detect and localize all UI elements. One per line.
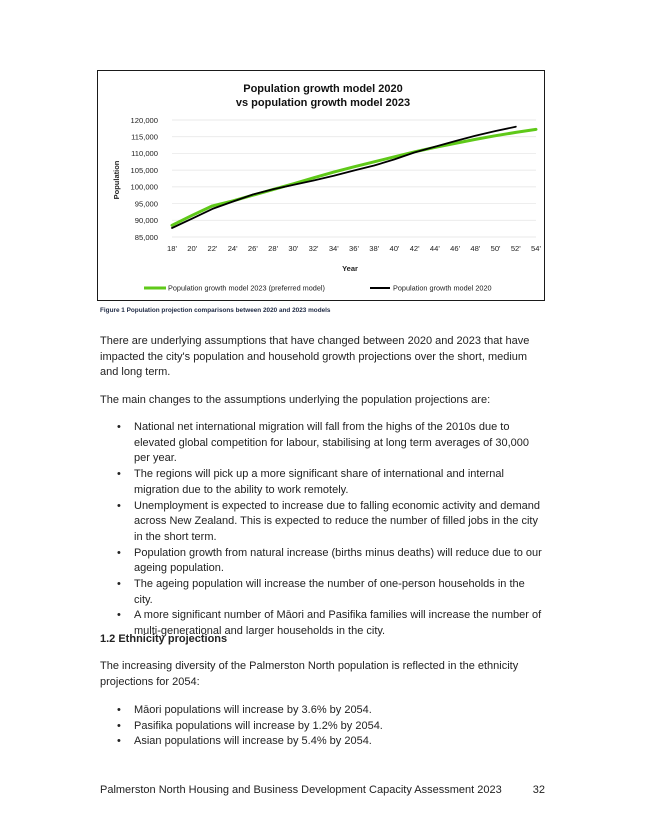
series-line-2023 — [172, 129, 536, 225]
ethnicity-intro: The increasing diversity of the Palmerston North population is reflected in the ethnicity projections for 2054: — [100, 660, 519, 688]
ethnicity-list — [100, 703, 545, 750]
intro-paragraph: There are underlying assumptions that have changed between 2020 and 2023 that have impacted the city's population and household growth projections over the short, medium and long term. — [100, 335, 530, 379]
x-tick-label: 38' — [369, 244, 380, 253]
x-tick-label: 48' — [470, 244, 481, 253]
x-tick-label: 36' — [349, 244, 359, 253]
bullet-icon: • — [117, 578, 121, 591]
chart-svg — [98, 71, 544, 300]
y-tick-label: 90,000 — [134, 216, 158, 226]
x-tick-label: 22' — [207, 244, 218, 253]
x-tick-label: 50' — [490, 244, 501, 253]
x-tick-label: 54' — [531, 244, 541, 253]
x-tick-label: 52' — [510, 244, 521, 253]
list-item-text: The ageing population will increase the number of one-person households in the city. — [134, 578, 525, 606]
bullet-icon: • — [117, 719, 121, 732]
list-item-text: Population growth from natural increase (births minus deaths) will reduce due to our ageing population. — [134, 546, 542, 575]
list-item — [100, 734, 545, 750]
x-axis-label: Year — [342, 264, 358, 273]
list-item — [100, 499, 545, 546]
y-tick-label: 110,000 — [131, 149, 158, 159]
y-tick-label: 95,000 — [134, 199, 158, 209]
assumption-list — [100, 420, 545, 640]
page-footer — [100, 784, 545, 796]
x-tick-label: 26' — [247, 244, 258, 253]
y-tick-label: 115,000 — [131, 132, 158, 142]
y-tick-label: 100,000 — [130, 182, 158, 192]
y-tick-label: 120,000 — [130, 115, 158, 125]
y-tick-label: 105,000 — [130, 165, 158, 175]
bullet-icon: • — [117, 468, 121, 481]
chart-title-line2: vs population growth model 2023 — [235, 97, 411, 109]
x-tick-label: 28' — [268, 244, 279, 253]
x-tick-label: 18' — [167, 244, 177, 253]
y-axis-label: Population — [112, 160, 121, 200]
x-tick-label: 40' — [389, 244, 400, 253]
x-tick-label: 44' — [429, 244, 440, 253]
x-tick-label: 32' — [308, 244, 319, 253]
list-item-text: Unemployment is expected to increase due to falling economic activity and demand across New Zealand. This is expected to reduce the number of filled jobs in the city in the short term. — [134, 499, 541, 543]
figure-caption: Figure 1 Population projection comparisons between 2020 and 2023 models — [100, 307, 331, 314]
x-tick-label: 20' — [187, 244, 198, 253]
list-item-text: Asian populations will increase by 5.4% by 2054. — [134, 735, 372, 748]
bullet-icon: • — [117, 421, 121, 433]
x-tick-label: 24' — [227, 244, 238, 253]
legend-label-2020: Population growth model 2020 — [393, 283, 492, 293]
list-item — [100, 719, 545, 735]
list-item-text: A more significant number of Māori and Pasifika families will increase the number of multi-generational and larger households in the city. — [134, 609, 542, 638]
bullet-icon: • — [117, 609, 121, 622]
x-tick-label: 34' — [328, 244, 339, 253]
list-item — [100, 546, 545, 577]
list-item-text: Māori populations will increase by 3.6% by 2054. — [134, 704, 372, 716]
population-chart — [97, 70, 545, 301]
x-tick-label: 46' — [450, 244, 461, 253]
y-tick-label: 85,000 — [134, 232, 158, 242]
bullet-icon: • — [117, 499, 121, 512]
list-item-text: National net international migration will fall from the highs of the 2010s due to elevated global competition for labour, stabilising at long term averages of 30,000 per year. — [134, 421, 530, 465]
bullet-icon: • — [117, 735, 121, 748]
series-lines — [172, 127, 536, 228]
bullet-icon: • — [117, 704, 121, 716]
assumptions-intro: The main changes to the assumptions underlying the population projections are: — [100, 394, 491, 406]
y-tick-labels — [131, 116, 158, 242]
list-item-text: Pasifika populations will increase by 1.2% by 2054. — [134, 719, 383, 732]
section-heading: 1.2 Ethnicity projections — [100, 633, 228, 645]
page-number: 32 — [532, 784, 545, 796]
bullet-icon: • — [117, 546, 121, 559]
x-tick-label: 42' — [409, 244, 420, 253]
list-item-text: The regions will pick up a more significant share of international and internal migration due to the ability to work remotely. — [134, 468, 504, 496]
list-item — [100, 420, 545, 467]
list-item — [100, 467, 545, 498]
footer-title: Palmerston North Housing and Business Development Capacity Assessment 2023 — [100, 784, 502, 796]
list-item — [100, 577, 545, 608]
legend-label-2023: Population growth model 2023 (preferred model) — [168, 283, 325, 293]
x-tick-labels — [167, 244, 541, 253]
list-item — [100, 703, 545, 719]
x-tick-label: 30' — [288, 244, 299, 253]
chart-title-line1: Population growth model 2020 — [243, 83, 403, 95]
